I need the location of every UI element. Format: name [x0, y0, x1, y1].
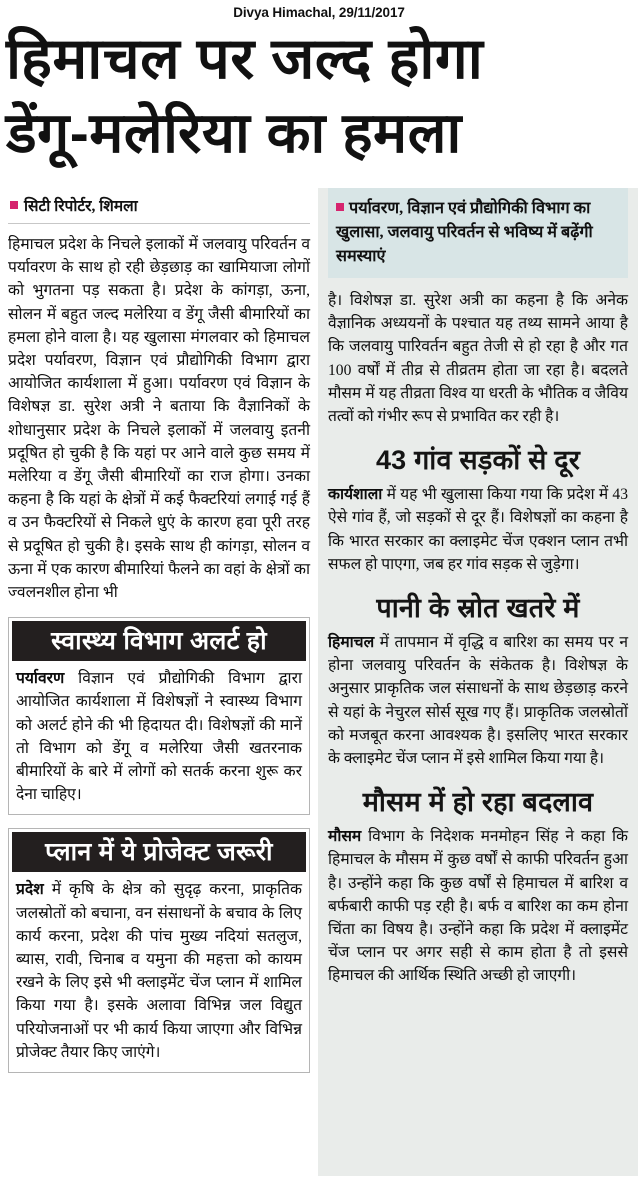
section-heading-43-villages: 43 गांव सड़कों से दूर	[375, 445, 581, 476]
left-column	[0, 188, 318, 1176]
section-43-villages	[328, 441, 628, 576]
section-text-health-alert: विज्ञान एवं प्रौद्योगिकी विभाग द्वारा आयोजित कार्यशाला में विशेषज्ञों ने स्वास्थ्य विभाग को अलर्ट होने की भी हिदायत दी। विशेषज्ञों की मानें तो विभाग को डेंगू व मलेरिया जैसी खतरनाक बीमारियों के बारे में लोगों को सतर्क करना शुरू कर देना चाहिए।	[16, 670, 302, 804]
boxed-section-plan-projects	[8, 828, 310, 1073]
lead-word-health-alert: पर्यावरण	[16, 670, 65, 688]
byline-label: सिटी रिपोर्टर, शिमला	[24, 198, 138, 215]
byline	[8, 188, 310, 224]
square-bullet-icon	[10, 201, 18, 209]
continuation-paragraph: है। विशेषज्ञ डा. सुरेश अत्री का कहना है कि अनेक वैज्ञानिक अध्ययनों के पश्चात यह तथ्य सामने आया है कि जलवायु पारिवर्तन बहुत तेजी से हो रहा है और गत 100 वर्षों में तीव्र से तीव्रतम होता जा रहा है। बदलते मौसम में यह तीव्रता विश्व या धरती के भौतिक व जैविय तत्वों को गंभीर रूप से प्रभावित कर रही है।	[328, 292, 628, 426]
article-columns	[0, 188, 638, 1176]
section-text-plan-projects: में कृषि के क्षेत्र को सुदृढ़ करना, प्राकृतिक जलस्रोतों को बचाना, वन संसाधनों के बचाव के लिए कार्य करना, प्रदेश की पांच मुख्य नदियां सतलुज, ब्यास, रावी, चिनाब व यमुना की महत्ता को कायम रखने के लिए इसे भी क्लाइमेंट चेंज प्लान में शामिल किया गया है। इसके अलावा विभिन्न जल विद्युत परियोजनाओं पर भी कार्य किया जाएगा और विभिन्न प्रोजेक्ट तैयार किए जाएंगे।	[16, 881, 302, 1061]
headline-line-2: डेंगू-मलेरिया का हमला	[6, 101, 462, 164]
section-body-plan-projects	[9, 872, 309, 1072]
section-heading-weather-change: मौसम में हो रहा बदलाव	[362, 787, 594, 818]
section-water-sources	[328, 589, 628, 770]
page-title	[0, 22, 638, 170]
section-body-health-alert	[9, 661, 309, 814]
teaser-text-wrapper	[336, 196, 618, 268]
lead-word-water-sources: हिमाचल	[328, 634, 375, 652]
lead-paragraph: हिमाचल प्रदेश के निचले इलाकों में जलवायु परिवर्तन व पर्यावरण के साथ हो रही छेड़छाड़ का खामियाजा लोगों को भुगतना पड़ सकता है। प्रदेश के कांगड़ा, ऊना, सोलन में बहुत जल्द मलेरिया व डेंगू जैसी बीमारियों का हमला होने वाला है। यह खुलासा मंगलवार को हिमाचल प्रदेश पर्यावरण, विज्ञान एवं प्रौद्योगिकी विभाग द्वारा आयोजित कार्यशाला में हुआ। पर्यावरण एवं विज्ञान के विशेषज्ञ डा. सुरेश अत्री ने बताया कि वैज्ञानिकों के शोधानुसार प्रदेश के निचले इलाकों में जलवायु इतनी प्रदूषित हो चुकी है कि यहां पर आने वाले कुछ समय में मलेरिया व डेंगू जैसी बीमारियों का राज होगा। उनका कहना है कि यहां के क्षेत्रों में कई फैक्टरियां लगाई गई हैं व उन फैक्टरियों से निकले धुएं के कारण हवा पूरी तरह से प्रदूषित हो चुकी है। इसके साथ ही कांगड़ा, सोलन व ऊना में एक कारण बीमारियां फैलने का वहां के क्षेत्रों का ज्वलनशील होना भी	[8, 236, 310, 602]
teaser-box	[328, 188, 628, 278]
teaser-label: पर्यावरण, विज्ञान एवं प्रौद्योगिकी विभाग का खुलासा, जलवायु परिवर्तन से भविष्य में बढ़ेंगी समस्याएं	[336, 199, 593, 265]
section-weather-change	[328, 783, 628, 987]
section-banner-health-alert: स्वास्थ्य विभाग अलर्ट हो	[12, 621, 306, 661]
lead-word-weather-change: मौसम	[328, 828, 362, 846]
lead-word-43-villages: कार्यशाला	[328, 486, 383, 504]
section-text-water-sources: में तापमान में वृद्धि व बारिश का समय पर न होना जलवायु परिवर्तन के संकेतक है। विशेषज्ञ के अनुसार प्राकृतिक जल संसाधनों के साथ छेड़छाड़ करने से यहां के नेचुरल सोर्स सूख गए हैं। प्राकृतिक जलस्रोतों को मजबूत करना आवश्यक है। इसलिए भारत सरकार के क्लाइमेट चेंज प्लान में इसे शामिल किया गया है।	[328, 634, 628, 768]
section-text-43-villages: में यह भी खुलासा किया गया कि प्रदेश में 43 ऐसे गांव हैं, जो सड़कों से दूर हैं। विशेषज्ञों का कहना है कि भारत सरकार का क्लाइमेट चेंज एक्शन प्लान तभी सफल हो पाएगा, जब हर गांव सड़क से जुड़ेगा।	[328, 486, 628, 573]
section-heading-water-sources: पानी के स्रोत खतरे में	[376, 593, 580, 624]
section-text-weather-change: विभाग के निदेशक मनमोहन सिंह ने कहा कि हिमाचल के मौसम में कुछ वर्षों से काफी परिवर्तन हुआ है। उन्होंने कहा कि कुछ वर्षों से हिमाचल में बारिश व बर्फबारी काफी पड़ रही है। बर्फ व बारिश का कम होना चिंता का विषय है। उन्होंने कहा कि प्रदेश में क्लाइमेंट चेंज प्लान पर अगर सही से काम होता है तो इससे हिमाचल की आर्थिक स्थिति अच्छी हो जाएगी।	[328, 828, 628, 985]
headline-line-1: हिमाचल पर जल्द होगा	[6, 27, 484, 91]
square-bullet-icon	[336, 203, 344, 211]
source-attribution: Divya Himachal, 29/11/2017	[233, 5, 405, 20]
lead-word-plan-projects: प्रदेश	[16, 881, 44, 899]
boxed-section-health-alert	[8, 617, 310, 815]
section-banner-plan-projects: प्लान में ये प्रोजेक्ट जरूरी	[12, 832, 306, 872]
right-column	[318, 188, 638, 1176]
